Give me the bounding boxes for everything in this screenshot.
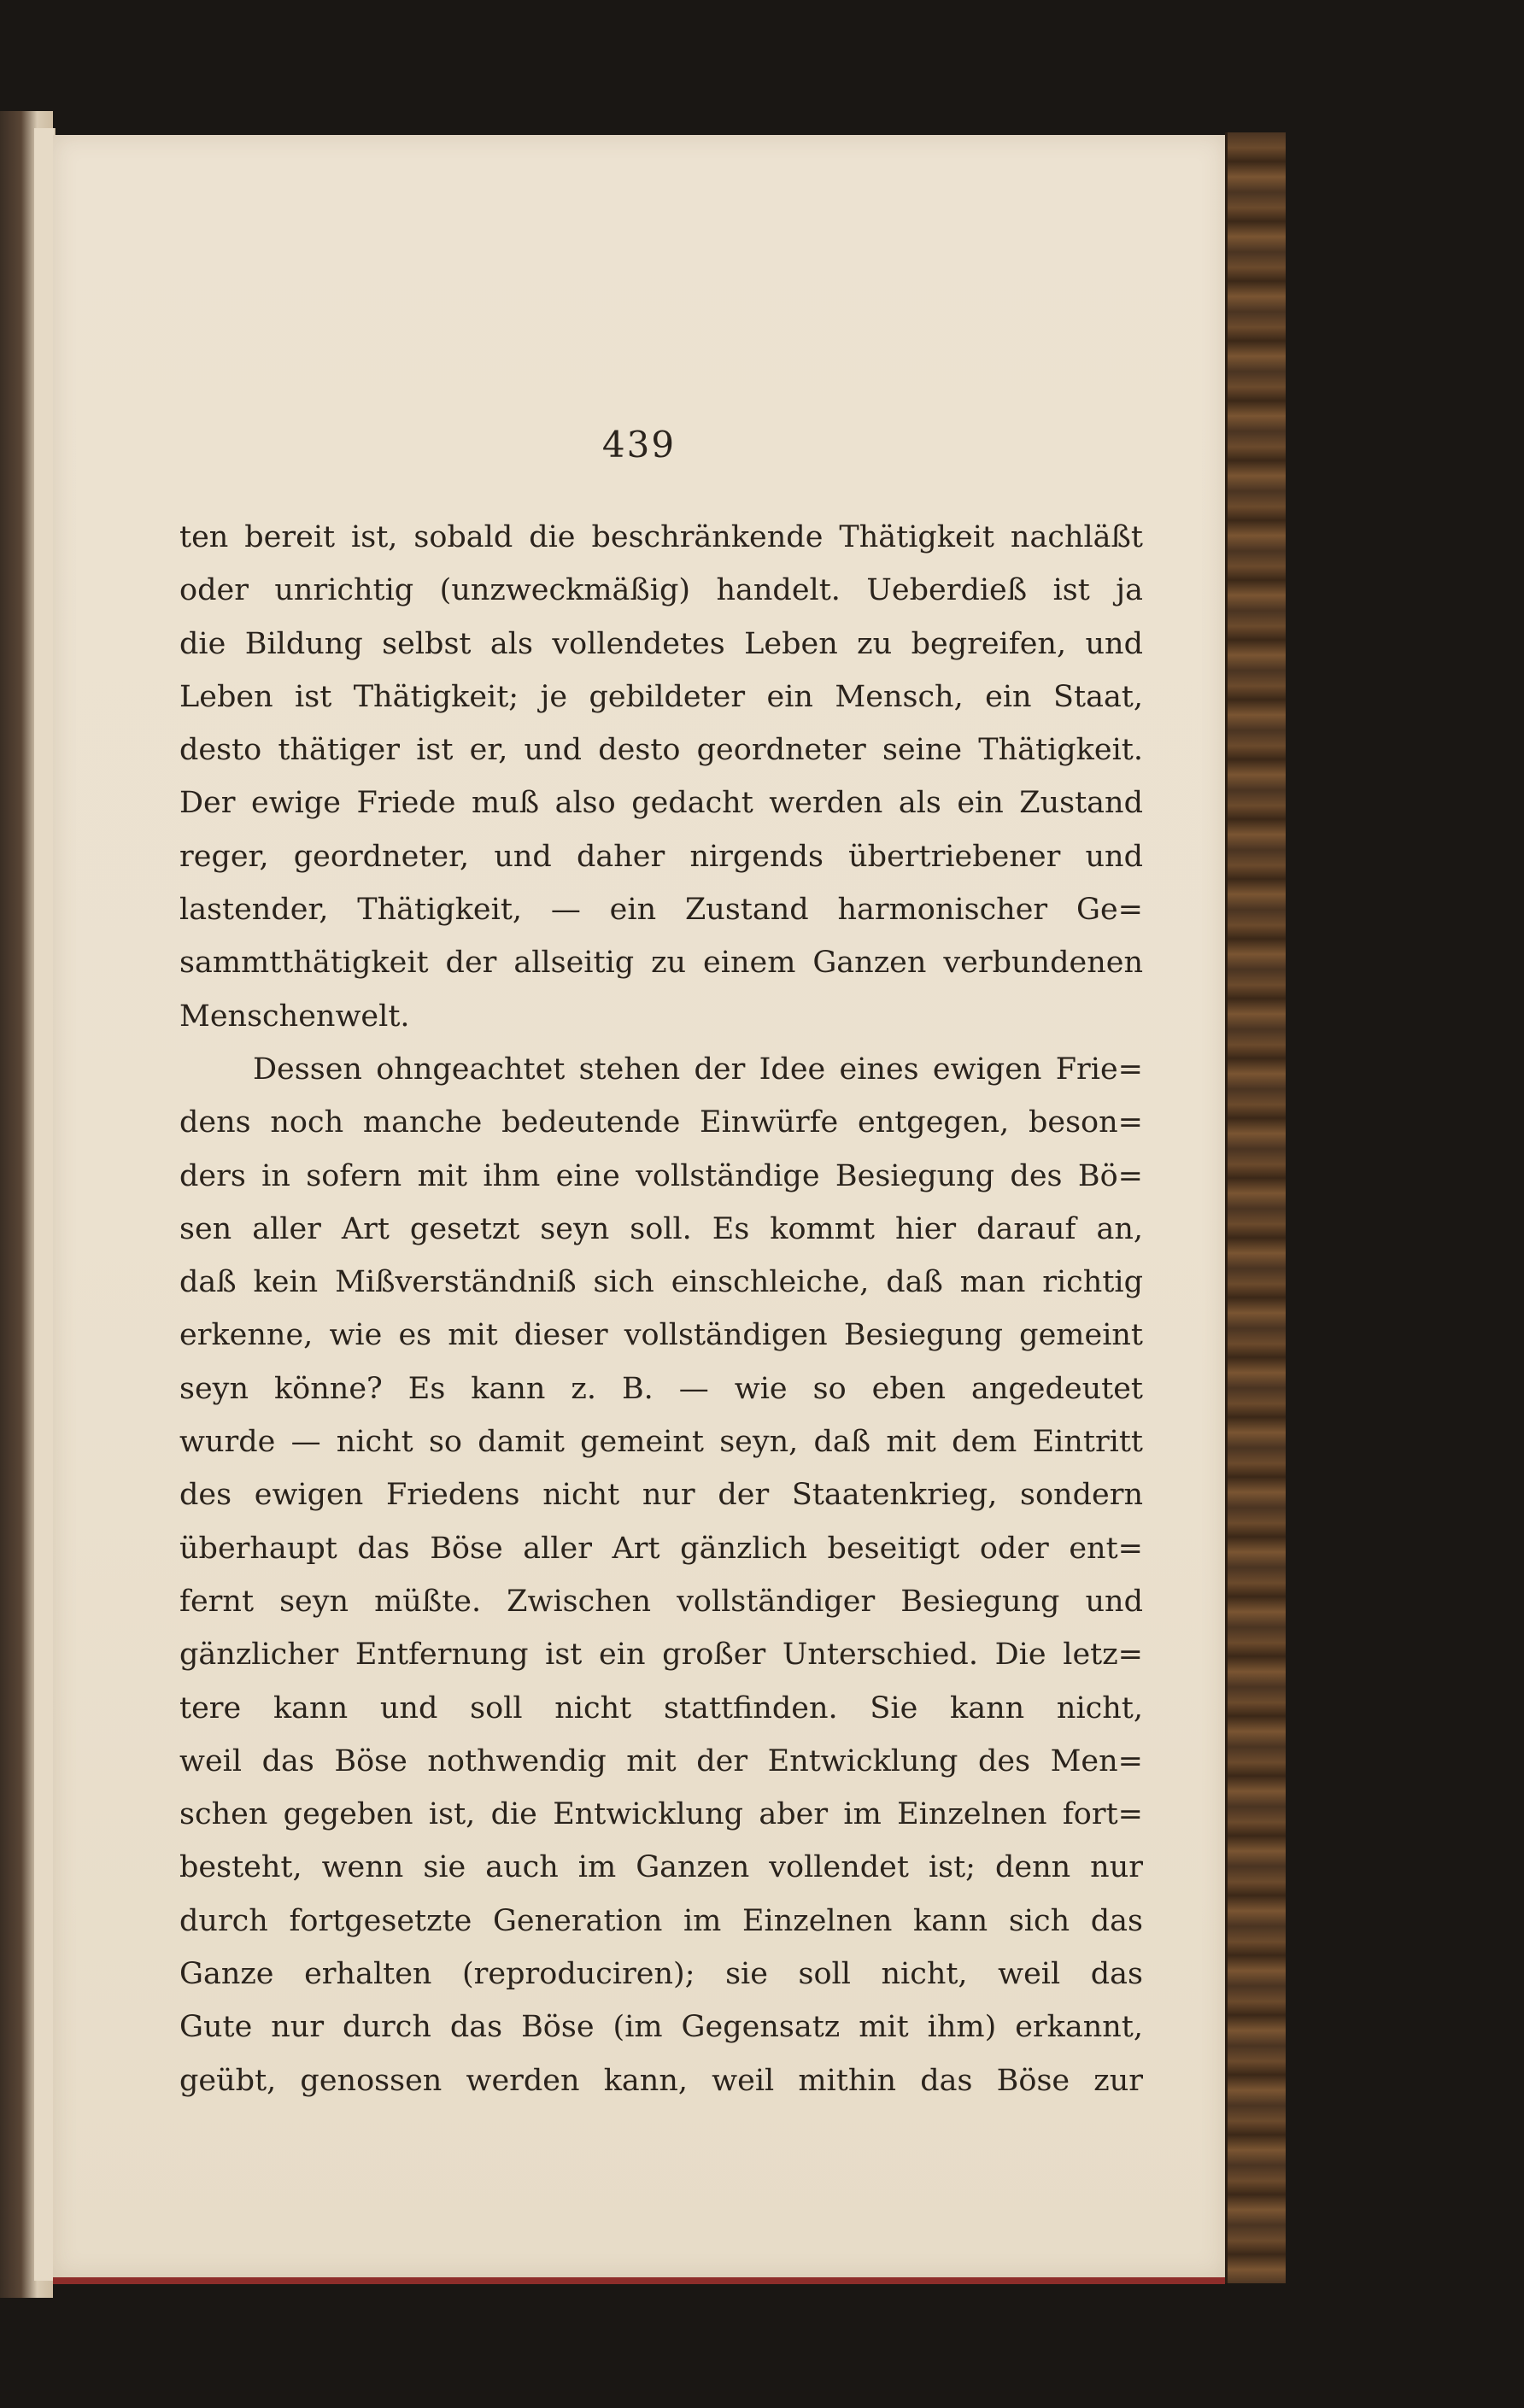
text-line: Der ewige Friede muß also gedacht werden als ein Zustand <box>179 786 1143 821</box>
body-text <box>179 511 1143 2107</box>
text-line: gänzlicher Entfernung ist ein großer Unterschied. Die letz= <box>179 1638 1143 1673</box>
text-line: oder unrichtig (unzweckmäßig) handelt. Ueberdieß ist ja <box>179 573 1143 608</box>
text-line: ten bereit ist, sobald die beschränkende Thätigkeit nachläßt <box>179 520 1143 554</box>
text-line: sammtthätigkeit der allseitig zu einem Ganzen verbundenen <box>179 946 1143 981</box>
text-line: weil das Böse nothwendig mit der Entwicklung des Men= <box>179 1743 1143 1778</box>
right-book-cover <box>1225 132 1286 2283</box>
paragraph-end-line: Menschenwelt. <box>179 999 410 1034</box>
text-line: Ganze erhalten (reproduciren); sie soll nicht, weil das <box>179 1957 1143 1992</box>
text-line: wurde — nicht so damit gemeint seyn, daß mit dem Eintritt <box>179 1425 1143 1460</box>
text-line: erkenne, wie es mit dieser vollständigen Besiegung gemeint <box>179 1318 1143 1353</box>
paragraph-start-line: Dessen ohngeachtet stehen der Idee eines ewigen Frie= <box>253 1052 1143 1087</box>
text-line: durch fortgesetzte Generation im Einzelnen kann sich das <box>179 1903 1143 1938</box>
text-line: seyn könne? Es kann z. B. — wie so eben angedeutet <box>179 1371 1143 1406</box>
text-line: Gute nur durch das Böse (im Gegensatz mit ihm) erkannt, <box>179 2010 1143 2045</box>
book-page <box>53 135 1225 2277</box>
text-line: schen gegeben ist, die Entwicklung aber im Einzelnen fort= <box>179 1797 1143 1832</box>
text-line: sen aller Art gesetzt seyn soll. Es kommt hier darauf an, <box>179 1211 1143 1246</box>
text-line: reger, geordneter, und daher nirgends übertriebener und <box>179 839 1143 874</box>
text-line: die Bildung selbst als vollendetes Leben zu begreifen, und <box>179 626 1143 661</box>
text-line: dens noch manche bedeutende Einwürfe entgegen, beson= <box>179 1105 1143 1140</box>
text-line: fernt seyn müßte. Zwischen vollständiger Besiegung und <box>179 1584 1143 1619</box>
page-bottom-edge <box>53 2277 1225 2284</box>
text-line: lastender, Thätigkeit, — ein Zustand harmonischer Ge= <box>179 893 1143 928</box>
text-line: des ewigen Friedens nicht nur der Staatenkrieg, sondern <box>179 1478 1143 1513</box>
text-line: besteht, wenn sie auch im Ganzen vollendet ist; denn nur <box>179 1850 1143 1885</box>
text-line: Leben ist Thätigkeit; je gebildeter ein Mensch, ein Staat, <box>179 679 1143 714</box>
text-line: tere kann und soll nicht stattfinden. Sie kann nicht, <box>179 1690 1143 1725</box>
page-number: 439 <box>601 424 677 466</box>
text-line: daß kein Mißverständniß sich einschleiche, daß man richtig <box>179 1265 1143 1300</box>
text-line: geübt, genossen werden kann, weil mithin das Böse zur <box>179 2063 1143 2098</box>
text-line: überhaupt das Böse aller Art gänzlich beseitigt oder ent= <box>179 1531 1143 1566</box>
text-line: ders in sofern mit ihm eine vollständige Besiegung des Bö= <box>179 1158 1143 1193</box>
text-line: desto thätiger ist er, und desto geordneter seine Thätigkeit. <box>179 733 1143 768</box>
